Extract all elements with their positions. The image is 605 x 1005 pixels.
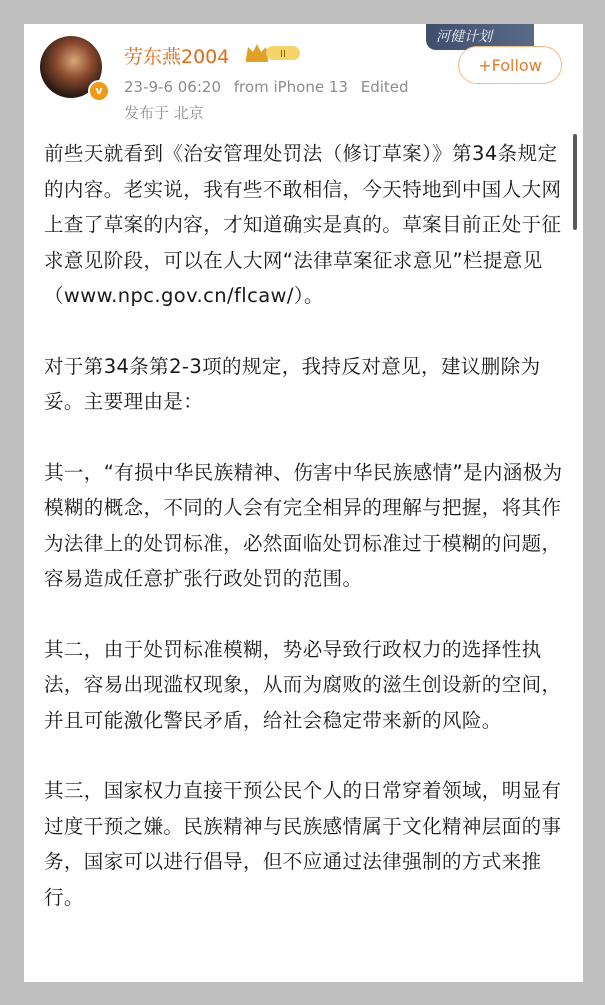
scrollbar[interactable] <box>573 134 577 230</box>
post-frame <box>24 24 583 982</box>
post-location: 发布于 北京 <box>124 104 204 122</box>
post-device: from iPhone 13 <box>233 78 348 96</box>
paragraph: 前些天就看到《治安管理处罚法（修订草案）》第34条规定的内容。老实说，我有些不敢相信，今天特地到中国人大网上查了草案的内容，才知道确实是真的。草案目前正处于征求意见阶段，可以在人大网“法律草案征求意见”栏提意见（www.npc.gov.cn/flcaw/）。 <box>44 142 562 307</box>
banner-text: 河健计划 <box>436 29 492 45</box>
post-content <box>44 136 564 950</box>
vip-crown-icon[interactable] <box>244 41 302 63</box>
follow-label: +Follow <box>478 55 542 75</box>
paragraph: 对于第34条第2-3项的规定，我持反对意见，建议删除为妥。主要理由是： <box>44 354 541 413</box>
post-meta <box>124 78 417 96</box>
verified-badge-icon: v <box>88 80 110 102</box>
paragraph: 其二，由于处罚标准模糊，势必导致行政权力的选择性执法，容易出现滥权现象，从而为腐败的滋生创设新的空间，并且可能激化警民矛盾，给社会稳定带来新的风险。 <box>44 637 562 732</box>
paragraph: 其一，“有损中华民族精神、伤害中华民族感情”是内涵极为模糊的概念，不同的人会有完全相异的理解与把握，将其作为法律上的处罚标准，必然面临处罚标准过于模糊的问题，容易造成任意扩张行政处罚的范围。 <box>44 460 563 590</box>
follow-button[interactable] <box>458 46 562 84</box>
username[interactable]: 劳东燕2004 <box>124 46 230 68</box>
paragraph: 其三，国家权力直接干预公民个人的日常穿着领域，明显有过度干预之嫌。民族精神与民族感情属于文化精神层面的事务，国家可以进行倡导，但不应通过法律强制的方式来推行。 <box>44 779 562 909</box>
post-date: 23-9-6 06:20 <box>124 78 221 96</box>
edited-label[interactable]: Edited <box>360 78 409 96</box>
avatar[interactable] <box>40 36 102 98</box>
vip-level: II <box>280 49 286 60</box>
